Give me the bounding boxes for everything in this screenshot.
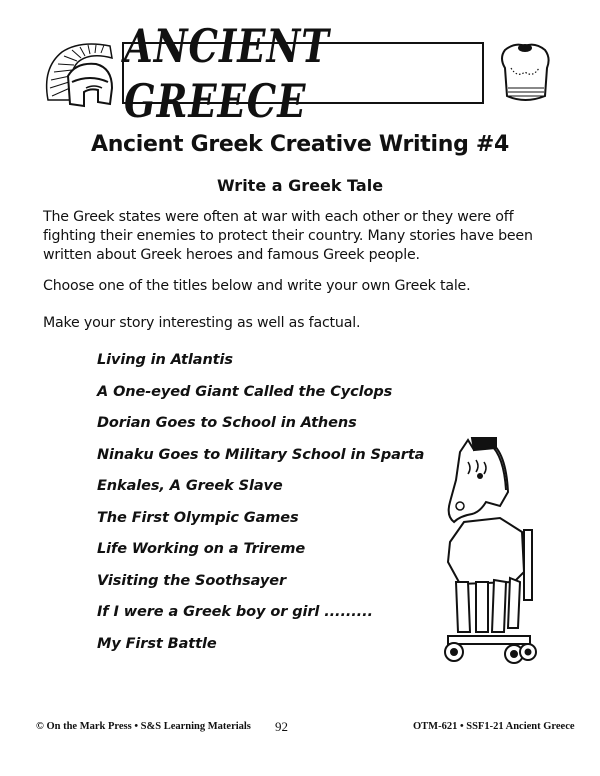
list-item: The First Olympic Games <box>97 509 299 526</box>
instruction-paragraph: Choose one of the titles below and write your own Greek tale. <box>43 278 471 294</box>
list-item: A One-eyed Giant Called the Cyclops <box>97 383 393 400</box>
list-item: My First Battle <box>97 635 217 652</box>
list-item: Ninaku Goes to Military School in Sparta <box>97 446 425 463</box>
list-item: Enkales, A Greek Slave <box>97 478 283 494</box>
list-item: Living in Atlantis <box>97 352 233 368</box>
spartan-helmet-icon <box>40 38 118 108</box>
footer-copyright: © On the Mark Press • S&S Learning Materials <box>36 721 251 732</box>
page-subtitle: Write a Greek Tale <box>216 176 384 195</box>
banner-title-box <box>122 18 484 128</box>
banner <box>40 18 565 128</box>
guidance-paragraph: Make your story interesting as well as factual. <box>43 315 361 331</box>
banner-title: ANCIENT GREECE <box>124 18 330 128</box>
list-item: Life Working on a Trireme <box>97 541 306 557</box>
page-title: Ancient Greek Creative Writing #4 <box>90 132 510 157</box>
footer-product-code: OTM-621 • SSF1-21 Ancient Greece <box>413 721 575 732</box>
page-number: 92 <box>275 719 288 734</box>
list-item: Visiting the Soothsayer <box>97 572 287 589</box>
story-title-list <box>97 349 424 664</box>
list-item: Dorian Goes to School in Athens <box>97 415 357 431</box>
list-item: If I were a Greek boy or girl ......... <box>97 604 373 620</box>
breastplate-armor-icon <box>495 38 555 108</box>
intro-paragraph: The Greek states were often at war with each other or they were off fighting their enemies to protect their country. Many stories have been written about Greek heroes and famous Greek people. <box>43 209 533 263</box>
trojan-horse-icon <box>430 432 540 672</box>
